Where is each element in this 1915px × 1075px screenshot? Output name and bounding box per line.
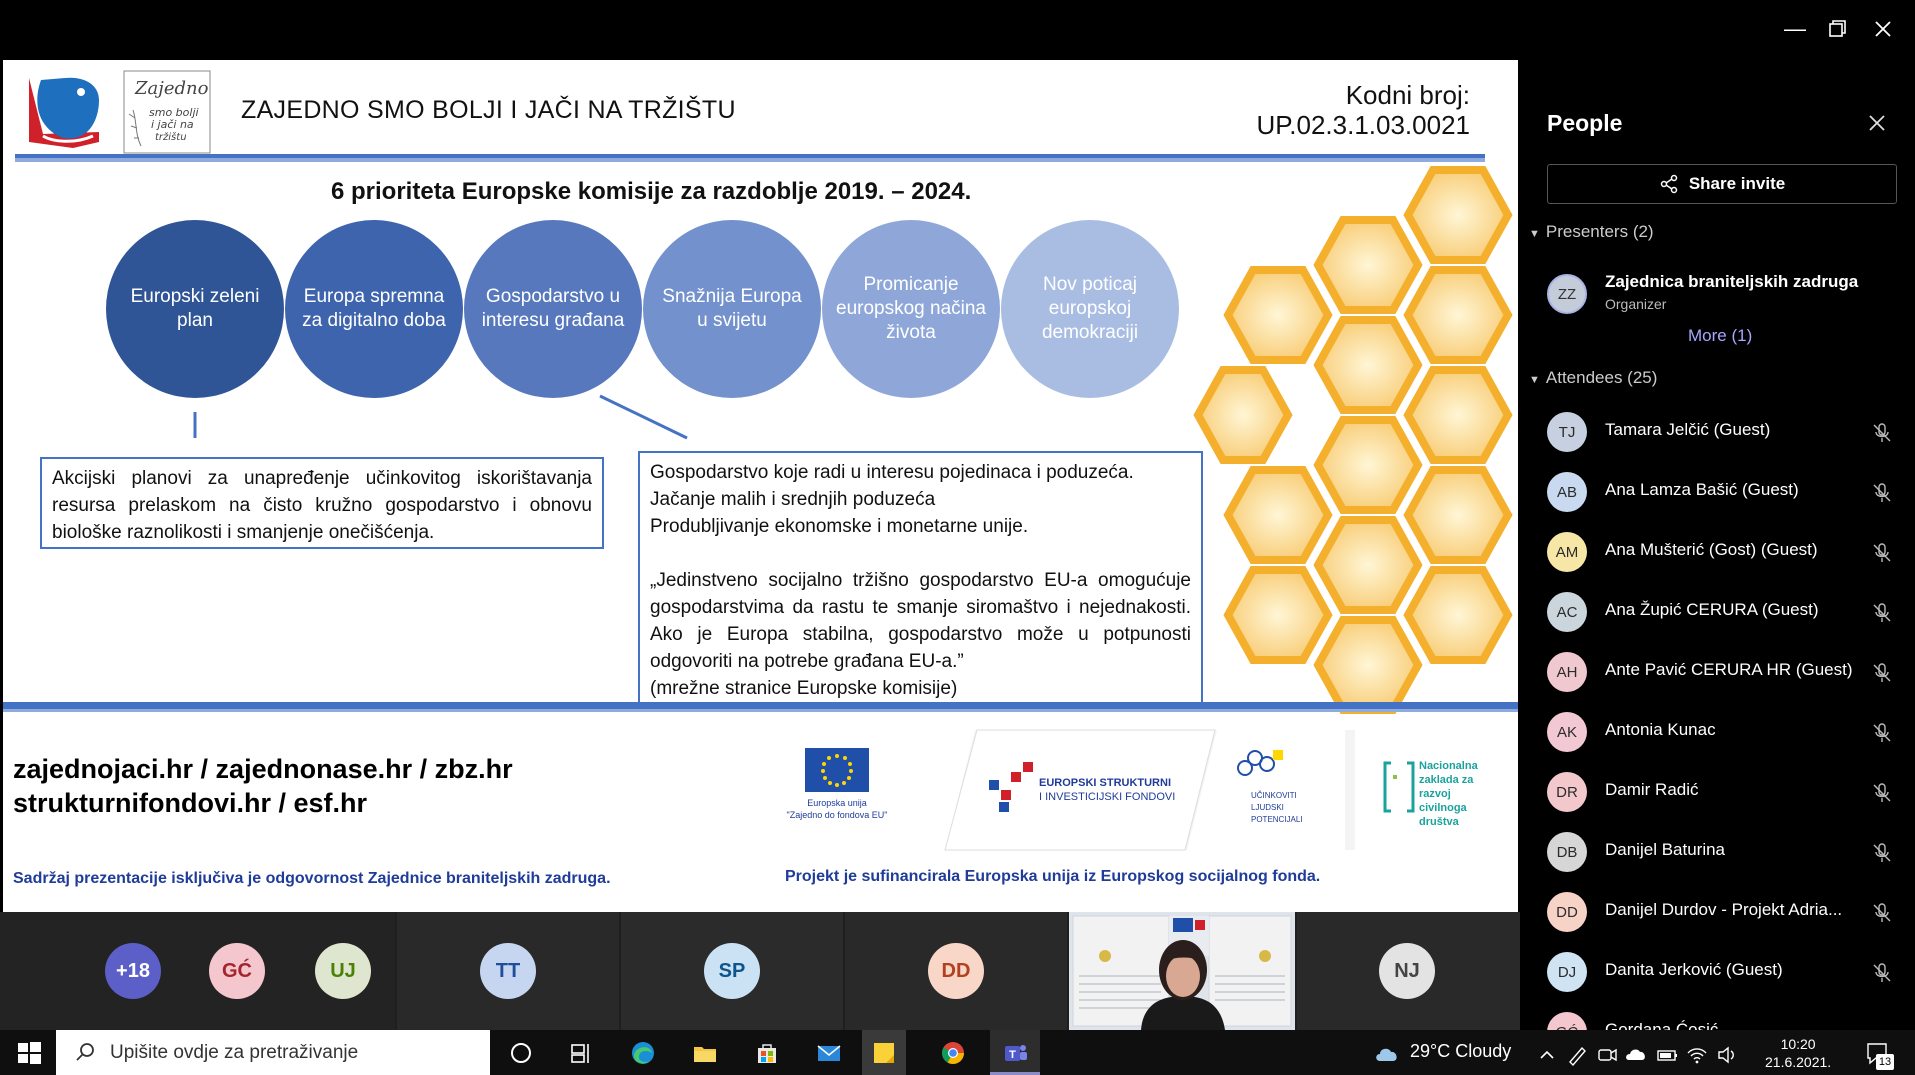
teams-taskbar-slot[interactable] [990, 1030, 1040, 1075]
attendee-name: Ana Mušterić (Gost) (Guest) [1605, 540, 1818, 559]
logo-script-line-4: tržištu [155, 132, 187, 143]
nzrcd-line-4: civilnoga [1419, 802, 1467, 814]
minimize-icon[interactable]: — [1784, 16, 1806, 41]
attendee-row[interactable] [1547, 524, 1897, 580]
footer-links-line-2: strukturnifondovi.hr / esf.hr [13, 788, 368, 818]
notification-count-badge: 13 [1876, 1054, 1894, 1070]
avatar: AC [1547, 592, 1587, 632]
organizer-name: Zajednica braniteljskih zadruga [1605, 272, 1859, 291]
shared-slide [3, 60, 1518, 912]
edge-icon[interactable] [628, 1038, 658, 1068]
nzrcd-line-1: Nacionalna [1419, 760, 1478, 772]
people-panel [1520, 60, 1915, 1030]
avatar: AH [1547, 652, 1587, 692]
economy-source: (mrežne stranice Europske komisije) [650, 678, 958, 699]
share-invite-label: Share invite [1688, 174, 1786, 193]
battery-icon[interactable] [1652, 1040, 1682, 1070]
esf-line-3: POTENCIJALI [1251, 815, 1303, 824]
attendee-name: Damir Radić [1605, 780, 1699, 799]
avatar: SP [704, 943, 760, 999]
attendee-name: Danijel Durdov - Projekt Adria... [1605, 900, 1843, 919]
overflow-count-avatar[interactable]: +18 [105, 943, 161, 999]
participant-gallery [0, 912, 1520, 1030]
economy-line-1: Gospodarstvo koje radi u interesu pojedinaca i poduzeća. [650, 462, 1134, 483]
avatar: DB [1547, 832, 1587, 872]
clock-time: 10:20 [1780, 1036, 1816, 1052]
avatar: TT [480, 943, 536, 999]
presenter-organizer[interactable] [1547, 266, 1897, 322]
esf-line-2: LJUDSKI [1251, 803, 1284, 812]
esf-line-1: UČINKOVITI [1251, 791, 1297, 800]
priorities-title: 6 prioriteta Europske komisije za razdoblje 2019. – 2024. [331, 178, 972, 205]
participant-video-tile[interactable] [1069, 912, 1295, 1030]
cortana-icon[interactable] [506, 1038, 536, 1068]
avatar: NJ [1379, 943, 1435, 999]
share-invite-button[interactable] [1547, 164, 1897, 204]
participant-tile[interactable] [397, 912, 619, 1030]
footer-disclaimer: Sadržaj prezentacije isključiva je odgovornost Zajednice braniteljskih zadruga. [13, 870, 611, 887]
attendees-section-label: Attendees (25) [1545, 368, 1658, 387]
esif-line-1: EUROPSKI STRUKTURNI [1039, 777, 1172, 789]
mail-icon[interactable] [814, 1038, 844, 1068]
participant-tile[interactable] [621, 912, 843, 1030]
mic-off-icon [1871, 422, 1893, 444]
search-placeholder: Upišite ovdje za pretraživanje [110, 1042, 359, 1063]
green-plan-textbox: Akcijski planovi za unapređenje učinkovitog iskorištavanja resursa prelaskom na čisto kružno gospodarstvo i obnovu biološke raznolikosti i smanjenje onečišćenja. [40, 457, 604, 549]
organizer-role: Organizer [1605, 296, 1667, 312]
sticky-notes-icon [869, 1038, 899, 1068]
people-panel-title: People [1547, 110, 1623, 136]
slide-title: ZAJEDNO SMO BOLJI I JAČI NA TRŽIŠTU [241, 96, 736, 124]
logo-script-line-2: smo bolji [149, 106, 199, 119]
attendee-name: Danita Jerković (Guest) [1605, 960, 1783, 979]
avatar: DD [928, 943, 984, 999]
participant-tile-group[interactable] [0, 912, 395, 1030]
attendee-row[interactable] [1547, 764, 1897, 820]
footer-links [13, 752, 513, 820]
store-icon[interactable] [752, 1038, 782, 1068]
presenters-section-label: Presenters (2) [1545, 222, 1654, 241]
clock-date: 21.6.2021. [1765, 1054, 1832, 1070]
attendee-name: Danijel Baturina [1605, 840, 1726, 859]
chevron-down-icon: ▼ [1529, 228, 1540, 240]
logo-script-line-3: i jači na [151, 118, 194, 131]
more-presenters-link[interactable]: More (1) [1688, 326, 1753, 345]
taskbar-clock[interactable] [1765, 1035, 1831, 1071]
nzrcd-line-3: razvoj [1419, 788, 1451, 800]
avatar: GĆ [209, 943, 265, 999]
attendee-row[interactable] [1547, 584, 1897, 640]
attendee-name: Tamara Jelčić (Guest) [1605, 420, 1771, 439]
esif-line-2: I INVESTICIJSKI FONDOVI [1039, 791, 1176, 803]
mic-off-icon [1871, 722, 1893, 744]
avatar: DJ [1547, 952, 1587, 992]
participant-video [1069, 912, 1295, 1030]
footer-links-line-1: zajednojaci.hr / zajednonase.hr / zbz.hr [13, 754, 513, 784]
economy-quote: „Jedinstveno socijalno tržišno gospodarstvo EU-a omogućuje gospodarstvima da rastu te smanje siromaštvo i nejednakosti. Ako je Europa stabilna, gospodarstvo može u potpunosti odgovoriti na potrebe građana EU-a.” [650, 570, 1191, 672]
attendee-name: Ana Lamza Bašić (Guest) [1605, 480, 1799, 499]
mic-off-icon [1871, 482, 1893, 504]
mic-off-icon [1871, 782, 1893, 804]
participant-tile[interactable] [845, 912, 1067, 1030]
mic-off-icon [1871, 662, 1893, 684]
attendee-row[interactable] [1547, 464, 1897, 520]
chrome-icon[interactable] [938, 1038, 968, 1068]
close-window-icon[interactable] [1868, 14, 1898, 44]
project-code-label: Kodni broj: [1345, 80, 1470, 110]
share-icon [1659, 174, 1679, 194]
participant-tile[interactable] [1297, 912, 1520, 1030]
mic-off-icon [1871, 542, 1893, 564]
svg-text:T: T [1009, 1049, 1016, 1061]
avatar: DD [1547, 892, 1587, 932]
task-view-icon[interactable] [566, 1038, 596, 1068]
attendee-row[interactable] [1547, 884, 1897, 940]
economy-line-3: Produbljivanje ekonomske i monetarne unije. [650, 516, 1029, 537]
priority-bubble-stronger-europe: Snažnija Europa u svijetu [643, 220, 821, 398]
file-explorer-icon[interactable] [690, 1038, 720, 1068]
mic-off-icon [1871, 842, 1893, 864]
nzrcd-logo [1383, 755, 1503, 845]
chevron-up-icon[interactable] [1532, 1040, 1562, 1070]
attendee-row[interactable] [1547, 404, 1897, 460]
attendee-row[interactable] [1547, 704, 1897, 760]
eu-label-2: "Zajedno do fondova EU" [786, 810, 888, 820]
cloudy-weather-icon[interactable] [1372, 1039, 1402, 1069]
attendees-section-header[interactable] [1529, 368, 1657, 388]
logo-script-line-1: Zajedno [135, 78, 209, 99]
close-icon[interactable] [1862, 108, 1892, 138]
mic-off-icon [1871, 902, 1893, 924]
honeycomb-decoration [1203, 160, 1518, 705]
economy-textbox [638, 451, 1203, 711]
attendee-name: Ana Župić CERURA (Guest) [1605, 600, 1819, 619]
priority-bubble-green-plan: Europski zeleni plan [106, 220, 284, 398]
eu-label-1: Europska unija [807, 798, 867, 808]
sticky-notes-taskbar-slot[interactable] [862, 1030, 906, 1075]
avatar: AM [1547, 532, 1587, 572]
priority-bubble-digital: Europa spremna za digitalno doba [285, 220, 463, 398]
attendee-row[interactable] [1547, 824, 1897, 880]
nzrcd-line-5: društva [1419, 816, 1459, 828]
wifi-icon[interactable] [1682, 1040, 1712, 1070]
attendee-row[interactable] [1547, 644, 1897, 700]
footer-divider [3, 702, 1518, 712]
footer-cofinancing-note: Projekt je sufinancirala Europska unija iz Europskog socijalnog fonda. [785, 868, 1321, 885]
mic-off-icon [1871, 962, 1893, 984]
mic-off-icon [1871, 602, 1893, 624]
search-icon [74, 1041, 96, 1063]
attendee-row[interactable] [1547, 944, 1897, 1000]
priority-bubble-economy: Gospodarstvo u interesu građana [464, 220, 642, 398]
onedrive-icon[interactable] [1622, 1040, 1652, 1070]
attendee-name: Antonia Kunac [1605, 720, 1716, 739]
presenters-section-header[interactable] [1529, 222, 1654, 242]
weather-text[interactable]: 29°C Cloudy [1410, 1041, 1512, 1061]
priority-bubble-democracy: Nov poticaj europskoj demokraciji [1001, 220, 1179, 398]
avatar: AB [1547, 472, 1587, 512]
teams-icon [1000, 1038, 1030, 1068]
meet-now-icon[interactable] [1592, 1040, 1622, 1070]
avatar: TJ [1547, 412, 1587, 452]
windows-taskbar [0, 1030, 1915, 1075]
pen-icon[interactable] [1562, 1040, 1592, 1070]
chevron-down-icon: ▼ [1529, 374, 1540, 386]
avatar: DR [1547, 772, 1587, 812]
nzrcd-line-2: zaklada za [1419, 774, 1474, 786]
economy-line-2: Jačanje malih i srednjih poduzeća [650, 489, 936, 510]
maximize-icon[interactable] [1822, 14, 1852, 44]
volume-icon[interactable] [1712, 1040, 1742, 1070]
windows-start-icon[interactable] [14, 1038, 44, 1068]
avatar: ZZ [1547, 274, 1587, 314]
project-code-value: UP.02.3.1.03.0021 [1256, 110, 1470, 140]
taskbar-search-box[interactable] [56, 1030, 490, 1075]
attendee-row[interactable] [1547, 1004, 1897, 1030]
attendee-name: Ante Pavić CERURA HR (Guest) [1605, 660, 1853, 679]
window-titlebar [0, 0, 1915, 60]
avatar: AK [1547, 712, 1587, 752]
priority-bubble-way-of-life: Promicanje europskog načina života [822, 220, 1000, 398]
avatar: UJ [315, 943, 371, 999]
eu-funding-banner [745, 720, 1355, 860]
